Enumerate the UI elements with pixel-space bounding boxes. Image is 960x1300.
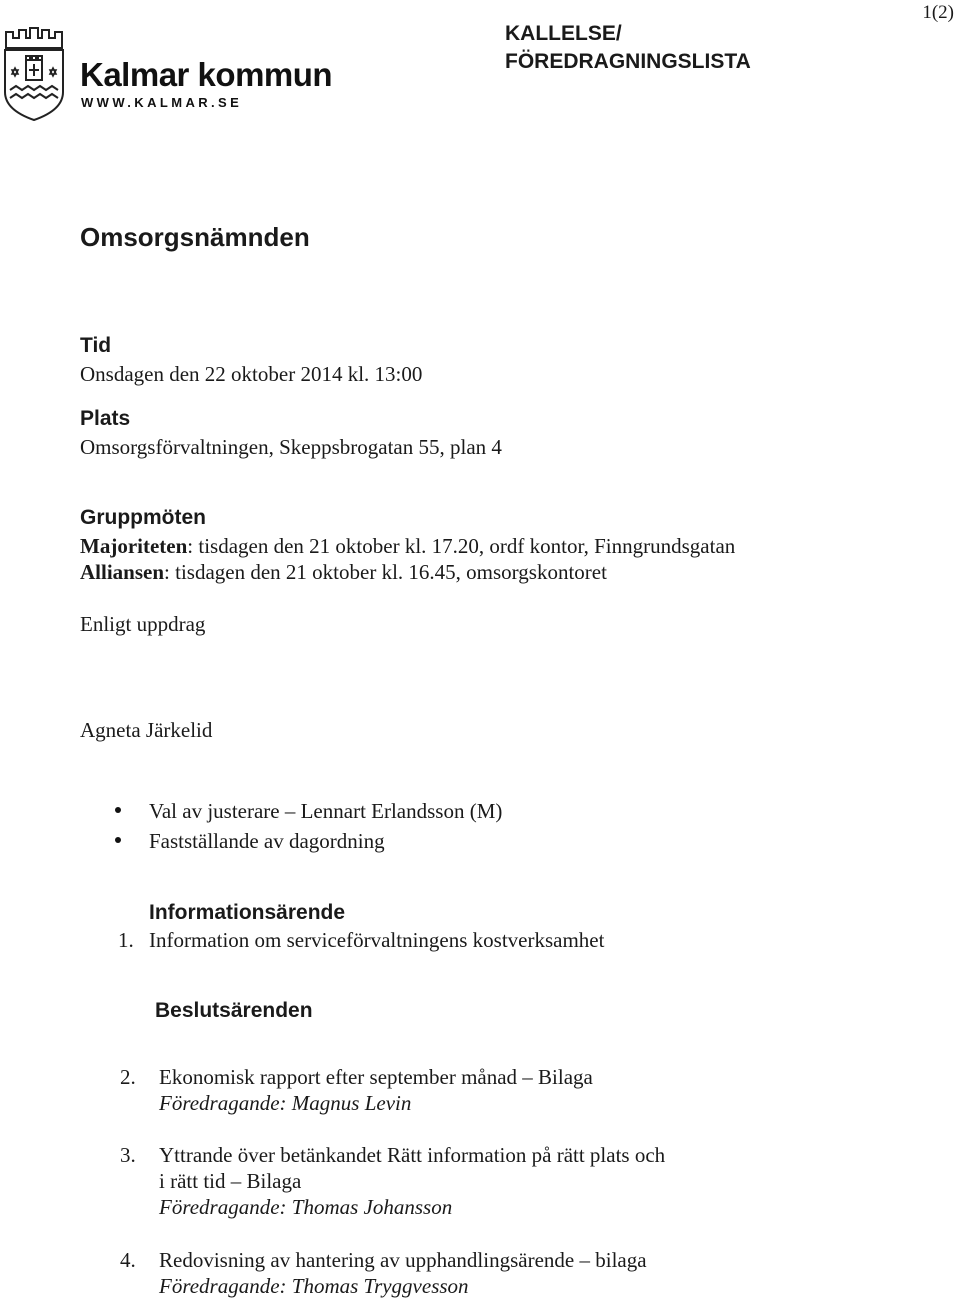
- opening-item-agenda: Fastställande av dagordning: [149, 829, 385, 853]
- group-meeting-majority: [80, 533, 735, 559]
- item-title-continued: i rätt tid – Bilaga: [159, 1169, 302, 1193]
- item-title: Information om serviceförvaltningens kostverksamhet: [149, 928, 605, 952]
- by-order-text: Enligt uppdrag: [80, 612, 206, 636]
- majority-details: : tisdagen den 21 oktober kl. 17.20, ordf kontor, Finngrundsgatan: [187, 534, 736, 558]
- majority-label: Majoriteten: [80, 534, 188, 558]
- kalmar-coat-of-arms-logo: [2, 26, 66, 127]
- item-number: 1.: [118, 928, 134, 952]
- place-heading: Plats: [80, 407, 131, 430]
- item-title: Redovisning av hantering av upphandlingsärende – bilaga: [159, 1248, 647, 1272]
- logo-url: WWW.KALMAR.SE: [81, 95, 243, 110]
- opening-item-adjuster: Val av justerare – Lennart Erlandsson (M): [149, 799, 503, 823]
- item-presenter: Föredragande: Thomas Tryggvesson: [159, 1274, 469, 1298]
- item-title: Ekonomisk rapport efter september månad – Bilaga: [159, 1065, 593, 1089]
- time-value: Onsdagen den 22 oktober 2014 kl. 13:00: [80, 362, 423, 386]
- item-number: 4.: [120, 1248, 136, 1272]
- logo-name: Kalmar kommun: [80, 56, 333, 93]
- bullet-dot: [115, 807, 121, 813]
- bullet-dot: [115, 837, 121, 843]
- alliance-details: : tisdagen den 21 oktober kl. 16.45, omsorgskontoret: [164, 560, 607, 584]
- committee-title: Omsorgsnämnden: [80, 222, 310, 252]
- item-title: Yttrande över betänkandet Rätt information på rätt plats och: [159, 1143, 666, 1167]
- item-number: 2.: [120, 1065, 136, 1089]
- document-type-line-2: FÖREDRAGNINGSLISTA: [505, 50, 751, 73]
- place-value: Omsorgsförvaltningen, Skeppsbrogatan 55, plan 4: [80, 435, 502, 459]
- item-presenter: Föredragande: Thomas Johansson: [159, 1195, 453, 1219]
- page-number: 1(2): [922, 2, 954, 23]
- time-heading: Tid: [80, 334, 112, 357]
- information-heading: Informationsärende: [149, 901, 346, 924]
- alliance-label: Alliansen: [80, 560, 165, 584]
- group-meetings-heading: Gruppmöten: [80, 506, 206, 529]
- item-number: 3.: [120, 1143, 136, 1167]
- signatory-name: Agneta Järkelid: [80, 718, 213, 742]
- decisions-heading: Beslutsärenden: [155, 999, 313, 1022]
- document-type-line-1: KALLELSE/: [505, 22, 622, 45]
- item-presenter: Föredragande: Magnus Levin: [159, 1091, 412, 1115]
- group-meeting-alliance: [80, 559, 607, 585]
